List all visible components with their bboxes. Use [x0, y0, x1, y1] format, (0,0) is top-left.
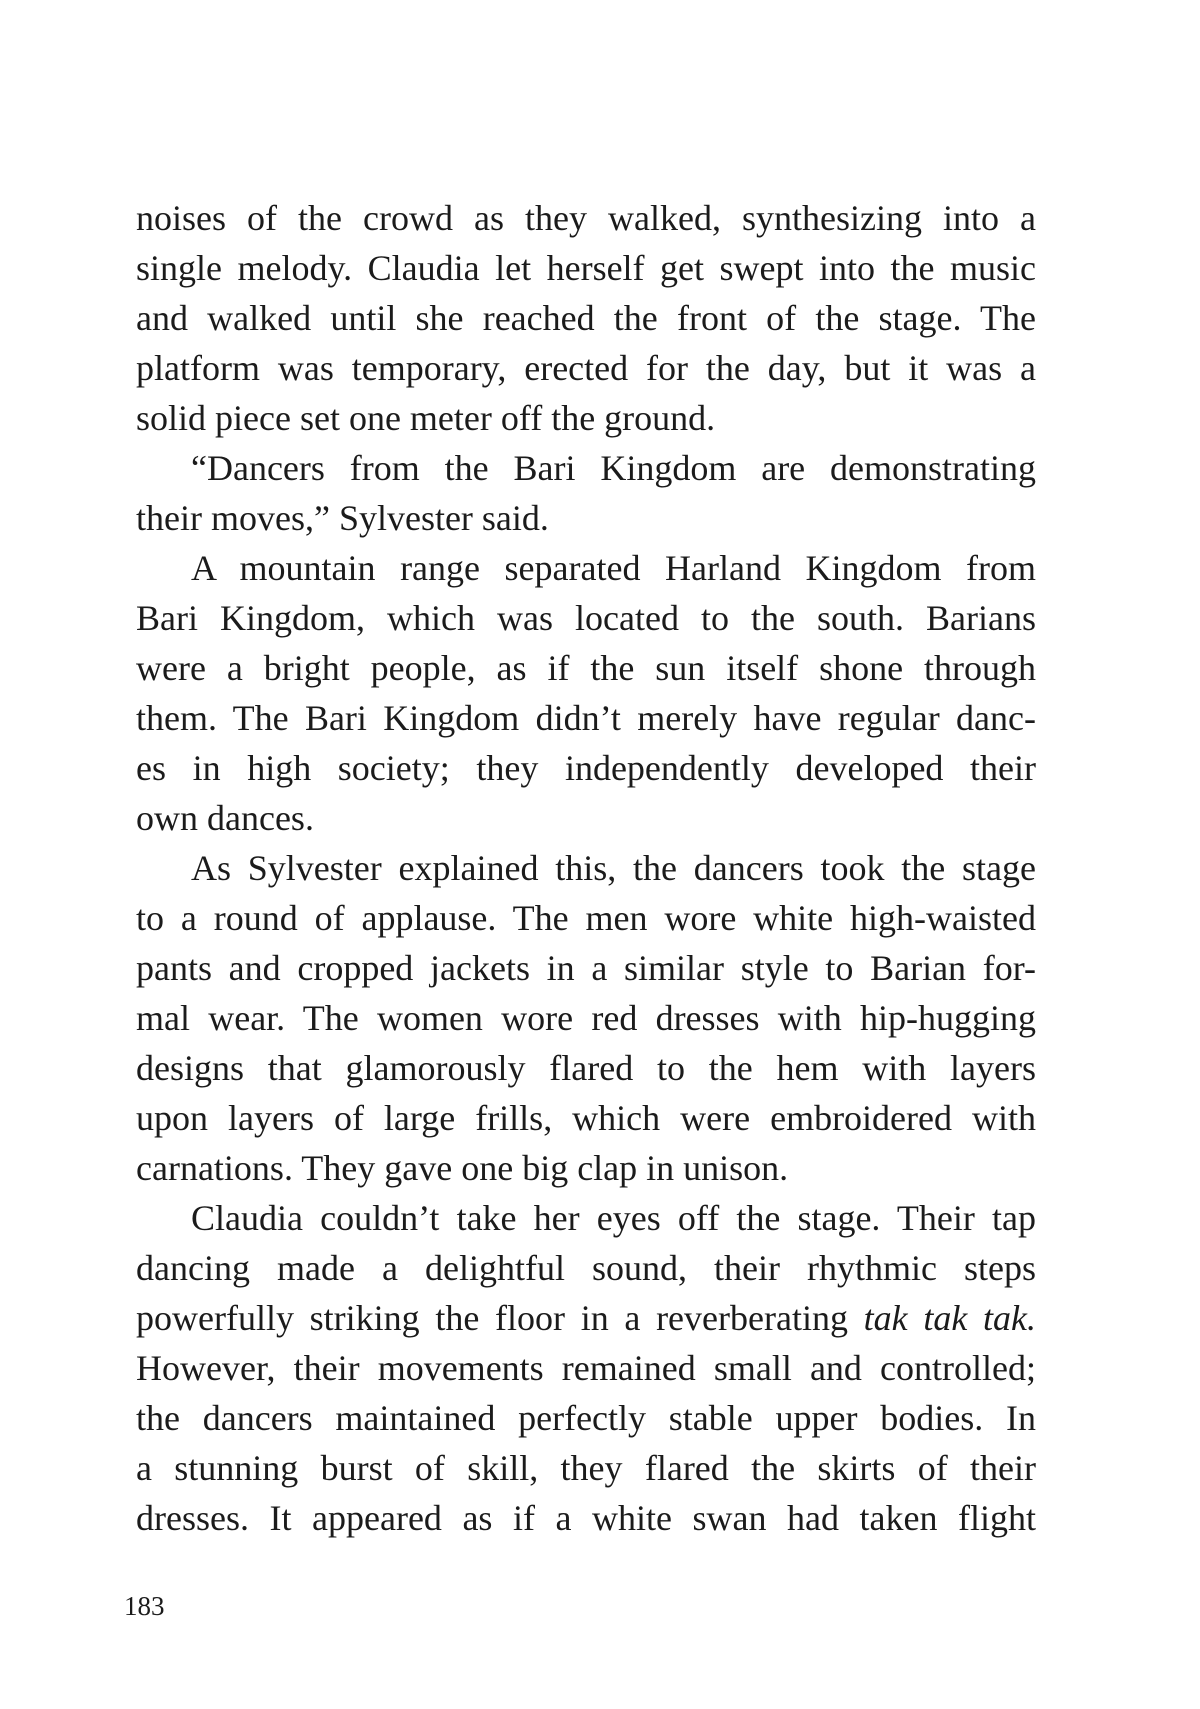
text-line: were a bright people, as if the sun itself shone through [136, 648, 1036, 688]
text-line: es in high society; they independently developed their [136, 748, 1036, 788]
text-line: “Dancers from the Bari Kingdom are demonstrating [191, 448, 1036, 488]
text-line: a stunning burst of skill, they flared the skirts of their [136, 1448, 1036, 1488]
text-line: designs that glamorously flared to the hem with layers [136, 1048, 1036, 1088]
text-line: Claudia couldn’t take her eyes off the stage. Their tap [191, 1198, 1036, 1238]
paragraph [136, 1193, 1036, 1543]
body-text [136, 193, 1036, 1543]
text-line: As Sylvester explained this, the dancers took the stage [191, 848, 1036, 888]
text-line: single melody. Claudia let herself get swept into the music [136, 248, 1036, 288]
italic-sound-effect: tak tak tak. [863, 1298, 1036, 1338]
text-line: dresses. It appeared as if a white swan had taken flight [136, 1498, 1036, 1538]
text-line: them. The Bari Kingdom didn’t merely have regular danc- [136, 698, 1036, 738]
text-line: upon layers of large frills, which were embroidered with [136, 1098, 1036, 1138]
paragraph [136, 443, 1036, 543]
text-line: their moves,” Sylvester said. [136, 498, 549, 538]
text-line: to a round of applause. The men wore white high-waisted [136, 898, 1036, 938]
text-line: A mountain range separated Harland Kingdom from [191, 548, 1036, 588]
text-line: the dancers maintained perfectly stable upper bodies. In [136, 1398, 1036, 1438]
text-line-segment: powerfully striking the floor in a reverberating [136, 1298, 864, 1338]
text-line: noises of the crowd as they walked, synthesizing into a [136, 198, 1036, 238]
text-line: Bari Kingdom, which was located to the south. Barians [136, 598, 1036, 638]
text-line: own dances. [136, 798, 314, 838]
text-line: platform was temporary, erected for the day, but it was a [136, 348, 1036, 388]
text-line: carnations. They gave one big clap in unison. [136, 1148, 789, 1188]
text-line: and walked until she reached the front of the stage. The [136, 298, 1036, 338]
paragraph [136, 193, 1036, 443]
text-line: solid piece set one meter off the ground. [136, 398, 716, 438]
text-line: However, their movements remained small and controlled; [136, 1348, 1036, 1388]
text-line [136, 1293, 1036, 1343]
text-line: pants and cropped jackets in a similar style to Barian for- [136, 948, 1036, 988]
text-line: dancing made a delightful sound, their rhythmic steps [136, 1248, 1036, 1288]
text-line: mal wear. The women wore red dresses with hip-hugging [136, 998, 1036, 1038]
paragraph [136, 843, 1036, 1193]
page-number: 183 [124, 1591, 165, 1621]
paragraph [136, 543, 1036, 843]
